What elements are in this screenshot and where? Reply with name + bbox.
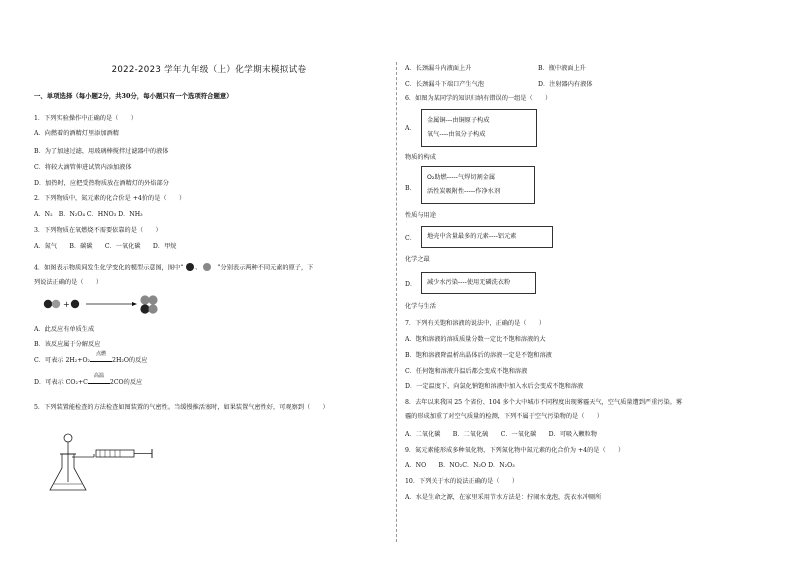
q5-stem: [34, 400, 384, 415]
q2-stem: 2．下列物质中，氮元素的化合价是 +4价的是（ ）: [34, 195, 186, 202]
q7-option-b: B．饱和溶液降温析出晶体后的溶液一定是不饱和溶液: [405, 352, 552, 359]
q8-stem-line1: 8．去年以来我国 25 个省份、104 多个大中城市不同程度出现雾霾天气，空气质量遭到严重污染。雾: [405, 399, 683, 406]
q6-b-category: 性质与用途: [405, 212, 436, 219]
q8-options: A．二氧化碳 B．二氧化硫 C．一氧化碳 D．可吸入颗粒物: [405, 431, 597, 438]
q4-d-condition: 高温: [93, 373, 105, 379]
q6-b-label: B．: [405, 185, 416, 192]
q1-option-a: A．向燃着的酒精灯里添加酒精: [34, 130, 119, 137]
q5-stem-text: 5．下列装置能检查的方法检查如图装置的气密性。当缓慢推活塞时，如果装置气密性好，可观察到（ ）: [34, 404, 329, 411]
q4-d-post: 2CO的反应: [109, 379, 143, 386]
q6-c-box: [421, 226, 553, 248]
q5-option-b: B．瓶中液面上升: [538, 65, 586, 72]
q6-a-category: 物质的构成: [405, 154, 436, 161]
column-divider: [396, 62, 397, 542]
svg-text:、: 、: [195, 264, 202, 271]
svg-text:+: +: [63, 300, 70, 309]
q6-b-line2: 活性炭吸附性-----作净水剂: [427, 188, 501, 195]
q3-options: A．氮气 B．碳碳 C．一氧化碳 D．甲烷: [34, 243, 177, 250]
q1-stem: 1．下列实验操作中正确的是（ ）: [34, 115, 137, 122]
q6-d-label: D．: [405, 281, 417, 288]
q4-option-d: [34, 373, 143, 386]
q5-option-c: C．长颈漏斗下端口产生气泡: [405, 81, 484, 88]
reaction-model-diagram: [42, 294, 172, 324]
q4-stem-line2: 列说法正确的是（ ）: [34, 279, 103, 286]
q10-stem: 10．下列关于水的说法正确的是（ ）: [405, 478, 519, 485]
q6-a-label: A．: [405, 125, 416, 132]
q3-stem: 3．下列物质在氧燃烧不需要依靠的是（ ）: [34, 227, 162, 234]
q6-c-line1: 地壳中含量最多的元素----铝元素: [427, 233, 517, 240]
q1-option-b: B．为了加速过滤，用玻璃棒搅拌过滤器中的液体: [34, 148, 169, 155]
section-heading: 一、单项选择（每小题2分，共30分，每小题只有一个选项符合题意）: [34, 92, 233, 100]
exam-title: 2022-2023 学年九年级（上）化学期末模拟试卷: [111, 65, 307, 75]
q4-option-b: B．该反应属于分解反应: [34, 341, 101, 348]
q9-options: A．NO B．NO₂C．N₂O D．N₂O₃: [405, 462, 515, 469]
q4-option-a: A．此反应有单质生成: [34, 326, 95, 333]
q7-option-d: D．一定温度下，向氯化钠饱和溶液中加入水后会变成不饱和溶液: [405, 383, 584, 390]
atom-legend-icon: [185, 262, 215, 272]
q1-option-d: D．加热时，应把受热物质放在酒精灯的外焰部分: [34, 180, 169, 187]
q9-stem: 9．氮元素能形成多种氧化物，下列氮化物中氮元素的化合价为 +4的是（ ）: [405, 447, 625, 454]
q7-option-a: A．饱和溶液的溶质质量分数一定比不饱和溶液的大: [405, 336, 546, 343]
q4-d-pre: D．可表示 CO₂+C: [34, 379, 88, 386]
q5-option-a: A．长颈漏斗内液面上升: [405, 65, 472, 72]
q7-stem: 7．下列有关饱和溶液的说法中，正确的是（ ）: [405, 320, 546, 327]
q6-a-line2: 氧气----由氧分子构成: [427, 131, 486, 138]
q6-c-category: 化学之最: [405, 256, 430, 263]
q6-a-line1: 金属铜---由铜原子构成: [427, 117, 490, 124]
q6-b-line1: O₂助燃-----气焊切割金属: [427, 174, 496, 181]
q6-stem: 6．如图为某同学的知识归纳有错误的一组是（ ）: [405, 95, 552, 102]
apparatus-diagram: [42, 432, 162, 494]
q4-c-post: 2H₂O的反应: [112, 357, 148, 364]
q4-stem-part2: ”分别表示两种不同元素的原子，下: [217, 264, 314, 272]
q10-option-a: A．水是生命之源，在家里采用节水方法是：拧闹水龙泡，洗衣水冲厕所: [405, 494, 602, 501]
q4-option-c: [34, 351, 148, 364]
q4-c-condition: 点燃: [95, 351, 107, 357]
q6-d-box: [421, 272, 536, 294]
q4-c-pre: C．可表示 2H₂+O₂: [34, 357, 91, 364]
q6-d-line1: 减少水污染----使用无磷洗衣粉: [427, 279, 511, 286]
q7-option-c: C．任何饱和溶液升温后都会变成不饱和溶液: [405, 368, 528, 375]
q5-option-d: D．注射器内有液体: [538, 81, 593, 88]
q4-stem-part1: 4．如图表示物质间发生化学变化的模型示意图，图中“: [34, 264, 184, 272]
q8-stem-line2: 霾的形成加重了对空气质量的检测，下列不属于空气污染物的是（ ）: [405, 413, 603, 420]
q2-options: A．N₂ B．N₂O₄ C．HNO₃ D．NH₃: [34, 211, 143, 218]
q1-option-c: C．将较大滴管伸进试管内添加液体: [34, 164, 132, 171]
q6-b-box: [421, 166, 535, 204]
q6-d-category: 化学与生活: [405, 303, 436, 310]
q6-a-box: [421, 109, 537, 147]
q4-stem: [34, 263, 313, 273]
q6-c-label: C．: [405, 235, 416, 242]
